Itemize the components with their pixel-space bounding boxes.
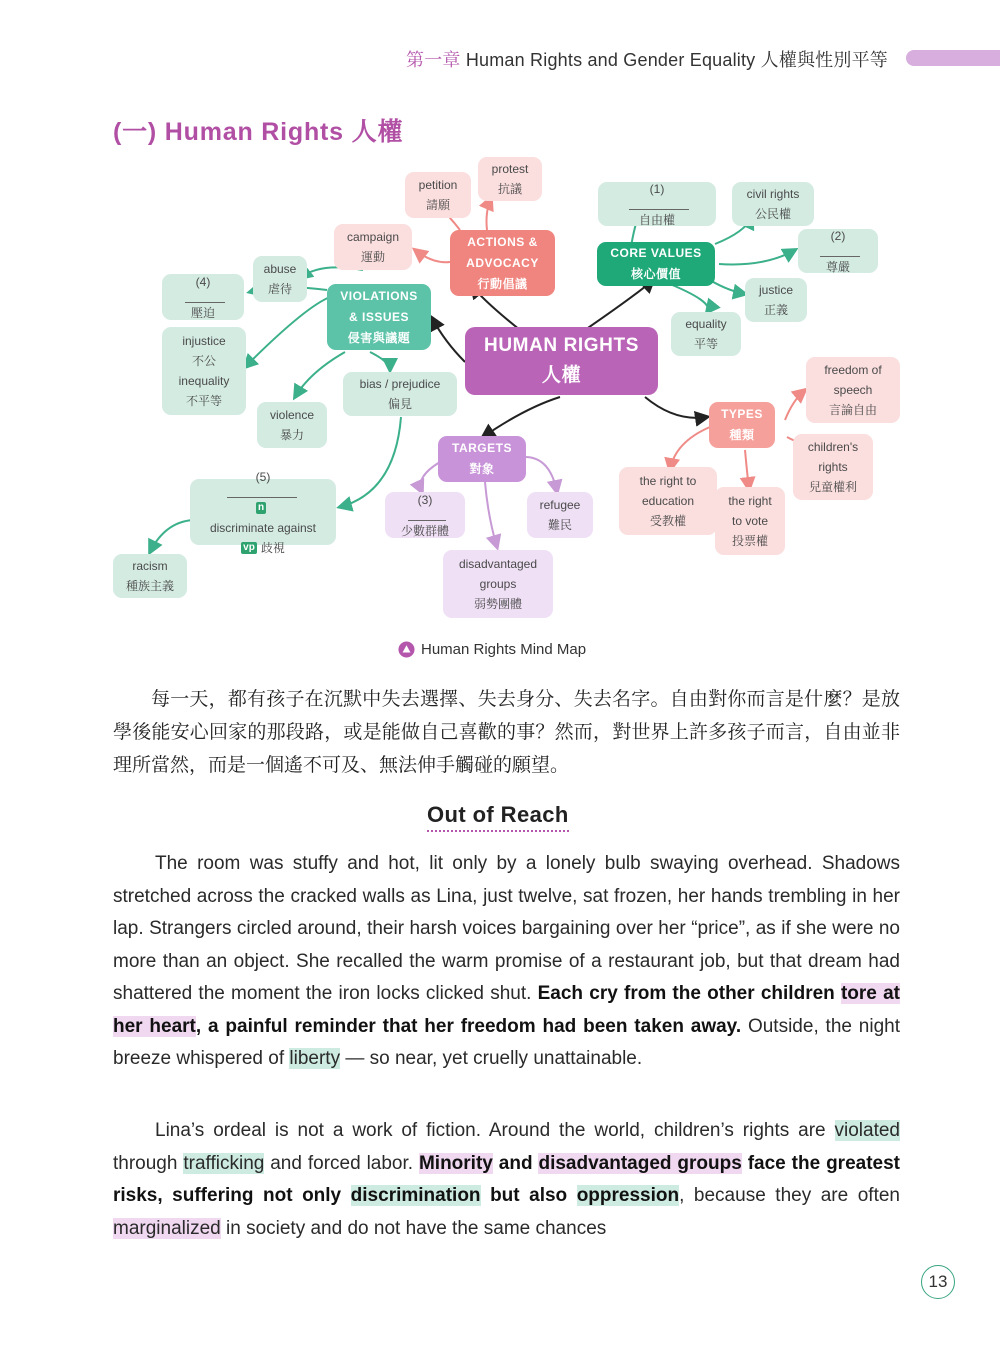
bold-text: Each cry from the other children (537, 983, 841, 1004)
node-label-en: freedom of (824, 363, 882, 377)
node-blank (182, 272, 225, 303)
highlighted-phrase: tore at her heart (113, 983, 900, 1037)
blank-number: (3) (417, 492, 433, 507)
highlighted-word: disadvantaged groups (538, 1152, 742, 1174)
node-human-rights (465, 327, 658, 395)
chapter-title: Human Rights and Gender Equality 人權與性別平等 (465, 50, 888, 70)
text-run: , because they are often (679, 1185, 900, 1206)
node-label-zh: 行動倡議 (477, 276, 528, 291)
node-label-zh: 平等 (693, 337, 718, 351)
node-label-en: disadvantaged (458, 557, 538, 571)
node-label-zh: 侵害與議題 (347, 330, 411, 345)
node-right-to-vote (715, 487, 785, 555)
node-label-en: ADVOCACY (466, 255, 539, 270)
node-label-zh: 投票權 (731, 534, 768, 548)
node-racism (113, 554, 187, 598)
node-label-zh: 暴力 (279, 428, 304, 442)
header-accent-bar (906, 50, 1000, 66)
node-label-en: TYPES (721, 407, 763, 421)
node-label-en: rights (818, 460, 848, 474)
node-campaign (334, 224, 412, 270)
node-oppression (162, 274, 244, 320)
text-run: Lina’s ordeal is not a work of fiction. Around the world, children’s rights are (155, 1120, 835, 1141)
part-of-speech-tag: vp (243, 542, 255, 554)
node-refugee (527, 492, 593, 538)
highlighted-word: oppression (576, 1185, 680, 1206)
text-run: through (113, 1152, 184, 1174)
node-blank (817, 226, 860, 257)
node-label-zh: 虐待 (267, 282, 292, 296)
mind-map (105, 152, 905, 622)
bold-text: but also (480, 1185, 577, 1206)
node-label-en: bias / prejudice (359, 377, 441, 391)
node-right-to-education (619, 467, 717, 535)
node-label-zh: 核心價值 (630, 267, 681, 281)
node-childrens-rights (793, 434, 873, 500)
node-label-en: CORE VALUES (610, 246, 702, 260)
highlighted-word: discrimination (350, 1185, 481, 1206)
blank-number: (5) (255, 469, 271, 484)
node-label-en: equality (685, 317, 727, 331)
node-label-zh: 言論自由 (828, 403, 877, 417)
node-label-zh: 對象 (469, 462, 495, 476)
node-label-en: justice (758, 283, 793, 297)
node-label-en: TARGETS (452, 441, 512, 455)
node-minority (385, 492, 465, 538)
node-actions-advocacy (450, 230, 555, 296)
caption-text: Human Rights Mind Map (421, 641, 587, 658)
node-protest (478, 157, 542, 201)
node-label-en: education (641, 494, 695, 508)
answer-blank[interactable] (629, 199, 689, 210)
node-label-zh: 種類 (729, 428, 755, 442)
node-label-en: children's (807, 440, 859, 454)
node-label-zh: 受教權 (649, 514, 686, 528)
node-label-zh: 自由權 (638, 212, 675, 227)
highlighted-word: liberty (289, 1048, 341, 1069)
blank-number: (2) (830, 228, 846, 243)
story-paragraph-1 (113, 848, 900, 1076)
answer-blank[interactable] (408, 510, 446, 521)
node-blank (626, 179, 689, 210)
node-label-en: the right to (639, 474, 697, 488)
node-label-en: HUMAN RIGHTS (484, 335, 639, 356)
node-label-en: discriminate against (209, 520, 317, 535)
intro-paragraph: 每一天，都有孩子在沉默中失去選擇、失去身分、失去名字。自由對你而言是什麼？是放學後能安心回家的那段路，或是能做自己喜歡的事？然而，對世界上許多孩子而言，自由並非理所當然，而是一個遙不可及、無法伸手觸碰的願望。 (113, 688, 900, 776)
node-label-en: the right (728, 494, 772, 508)
node-label-zh: 難民 (547, 518, 572, 532)
chapter-number: 第一章 (406, 50, 461, 70)
node-label-en: & ISSUES (348, 309, 409, 324)
node-targets (438, 436, 526, 482)
node-label-en: to vote (731, 514, 769, 528)
node-label-zh: 弱勢團體 (473, 597, 522, 611)
section-title: (一) Human Rights 人權 (113, 118, 404, 146)
page-number: 13 (921, 1265, 955, 1299)
node-label-zh: 歧視 (260, 540, 285, 555)
node-abuse (253, 256, 307, 302)
node-justice (745, 278, 807, 322)
node-label-zh: 運動 (360, 250, 385, 264)
node-label-zh: 種族主義 (125, 579, 174, 593)
highlighted-word: Minority (418, 1152, 493, 1174)
node-injustice-inequality (162, 327, 246, 415)
node-label-zh: 尊嚴 (825, 259, 850, 274)
node-bias-prejudice (343, 372, 457, 416)
bold-text: and (492, 1152, 539, 1174)
node-label-zh: 少數群體 (400, 523, 449, 538)
node-label-zh: 正義 (763, 303, 788, 317)
node-label-en: VIOLATIONS (340, 288, 418, 303)
node-violence (257, 402, 327, 448)
mind-map-caption (398, 641, 586, 658)
node-label-en: petition (418, 178, 458, 192)
node-label-en: ACTIONS & (467, 234, 538, 249)
node-civil-rights (732, 182, 814, 226)
node-disadvantaged-groups (443, 550, 553, 618)
blank-number: (4) (195, 274, 211, 289)
node-blank (224, 467, 303, 518)
node-label-en: civil rights (746, 187, 800, 201)
node-label-en: groups (479, 577, 517, 591)
node-core-values (597, 242, 715, 286)
node-label-en: protest (491, 162, 529, 176)
node-petition (405, 172, 471, 218)
node-label-zh: 請願 (425, 198, 450, 212)
chapter-heading (406, 46, 888, 72)
story-paragraph-2 (113, 1115, 900, 1245)
node-label-zh: 抗議 (497, 182, 522, 196)
node-label-row (241, 538, 285, 558)
node-types (709, 402, 775, 448)
node-label-zh: 壓迫 (190, 305, 215, 320)
page-header (0, 44, 1000, 74)
node-label-zh: 兒童權利 (808, 480, 857, 494)
node-label-en: abuse (263, 262, 297, 276)
text-run: in society and do not have the same chances (220, 1217, 607, 1239)
highlighted-word: marginalized (113, 1217, 221, 1239)
answer-blank[interactable] (227, 487, 297, 498)
node-dignity (798, 229, 878, 273)
node-label-en: speech (833, 383, 873, 397)
story-title: Out of Reach (427, 802, 569, 832)
node-label-zh: 人權 (541, 365, 582, 386)
node-freedom (598, 182, 716, 226)
part-of-speech-tag: n (257, 502, 265, 514)
node-label-en: refugee (539, 498, 581, 512)
blank-number: (1) (649, 181, 665, 196)
node-label-zh: 公民權 (754, 207, 791, 221)
node-blank (405, 490, 446, 521)
node-label-en: campaign (346, 230, 400, 244)
text-run: The room was stuffy and hot, lit only by a lonely bulb swaying overhead. Shadows stretched across the cracked walls as Lina, just twelve, sat frozen, her hands trembling in her lap. Strangers circled around, their harsh voices bargaining over her “price”, as if she were no more than an object. She recalled the warm promise of a restaurant job, but that dream had shattered the moment the iron locks clicked shut. (113, 853, 900, 1004)
node-label-zh: 偏見 (387, 397, 412, 411)
node-violations-issues (327, 284, 431, 350)
node-freedom-of-speech (806, 357, 900, 423)
answer-blank[interactable] (820, 246, 860, 257)
node-label-zh: 不公 (191, 354, 216, 368)
highlighted-word: violated (834, 1120, 900, 1141)
node-discriminate (190, 469, 336, 555)
node-equality (671, 312, 741, 356)
node-label-en: inequality (178, 374, 230, 388)
caption-bullet-icon (398, 641, 415, 658)
highlighted-word: trafficking (183, 1152, 265, 1174)
bold-text: face the greatest risks, suffering not only (113, 1152, 900, 1206)
bold-text: , a painful reminder that her freedom had been taken away. (195, 1015, 742, 1037)
text-run: — so near, yet cruelly unattainable. (340, 1048, 643, 1069)
node-label-en: violence (269, 408, 315, 422)
node-label-zh: 不平等 (185, 394, 222, 408)
answer-blank[interactable] (185, 292, 225, 303)
node-label-en: racism (132, 559, 168, 573)
node-label-en: injustice (182, 334, 226, 348)
text-run: Outside, the night breeze whispered of (113, 1015, 901, 1069)
text-run: and forced labor. (264, 1152, 419, 1174)
